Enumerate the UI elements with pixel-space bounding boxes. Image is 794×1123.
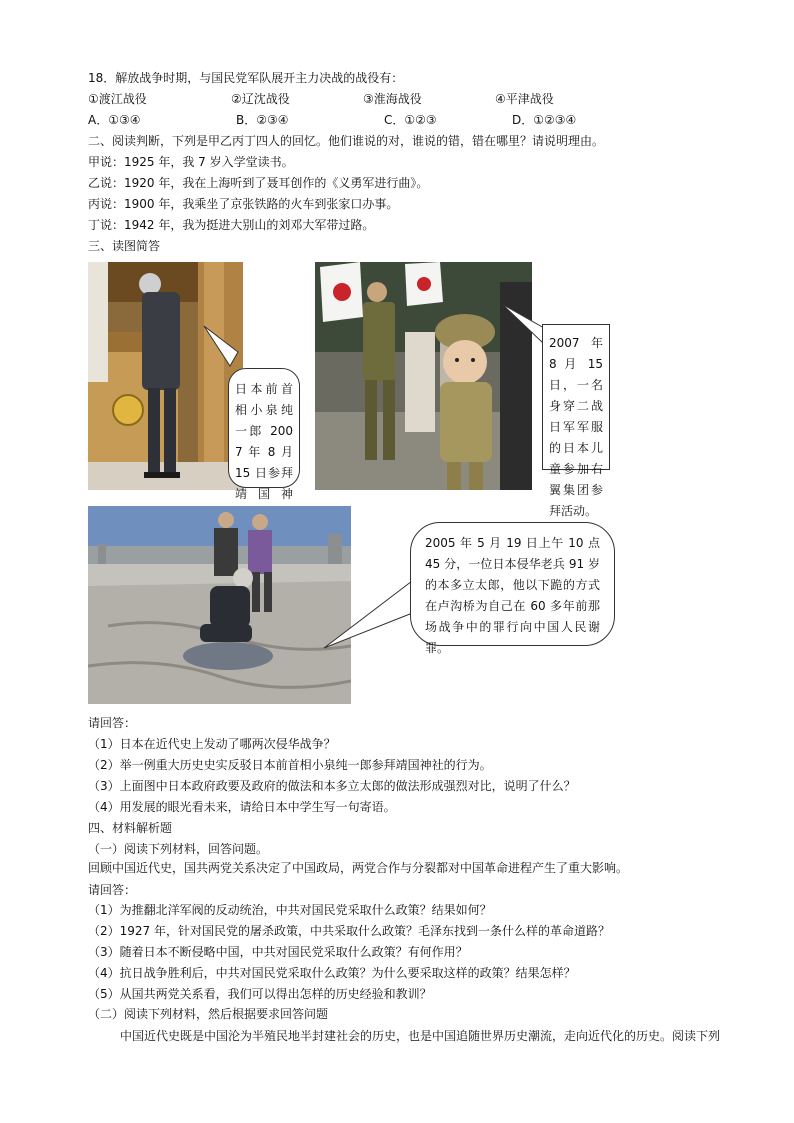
section4-title: 四、材料解析题 — [88, 821, 173, 835]
section4-material1: 回顾中国近代史，国共两党关系决定了中国政局，两党合作与分裂都对中国革命进程产生了重大影响。 — [88, 861, 629, 875]
q18-item-3: ③淮海战役 — [363, 92, 422, 106]
q18-choice-a: A．①③④ — [88, 113, 141, 127]
q18-choice-b: B．②③④ — [236, 113, 289, 127]
section4-material2: 中国近代史既是中国沦为半殖民地半封建社会的历史，也是中国追随世界历史潮流，走向近代化的历史。阅读下列 — [120, 1029, 721, 1043]
section3-question-3: （3）上面图中日本政府政要及政府的做法和本多立太郎的做法形成强烈对比，说明了什么？ — [88, 779, 576, 793]
bubble-koizumi: 日本前首相小泉纯一郎 2007 年 8 月 15 日参拜靖国神 — [228, 368, 300, 488]
photo-child-uniform — [315, 262, 532, 490]
section3-title: 三、读图简答 — [88, 239, 161, 253]
section2-line-4: 丁说：1942 年，我为挺进大别山的刘邓大军带过路。 — [88, 218, 375, 232]
section4-question-2: （2）1927 年，针对国民党的屠杀政策，中共采取什么政策？毛泽东找到一条什么样的革命道路？ — [88, 924, 610, 938]
q18-choice-c: C．①②③ — [384, 113, 437, 127]
section4-question-5: （5）从国共两党关系看，我们可以得出怎样的历史经验和教训？ — [88, 987, 432, 1001]
photo-veteran-apology — [88, 506, 351, 704]
section3-question-2: （2）举一例重大历史史实反驳日本前首相小泉纯一郎参拜靖国神社的行为。 — [88, 758, 492, 772]
section4-question-1: （1）为推翻北洋军阀的反动统治，中共对国民党采取什么政策？结果如何？ — [88, 903, 492, 917]
q18-stem: 18．解放战争时期，与国民党军队展开主力决战的战役有： — [88, 71, 404, 85]
q18-item-1: ①渡江战役 — [88, 92, 147, 106]
section4-question-4: （4）抗日战争胜利后，中共对国民党采取什么政策？为什么要采取这样的政策？结果怎样？ — [88, 966, 576, 980]
child-uniform-image — [315, 262, 532, 490]
q18-choice-d: D．①②③④ — [512, 113, 577, 127]
section3-question-1: （1）日本在近代史上发动了哪两次侵华战争？ — [88, 737, 336, 751]
section2-line-3: 丙说：1900 年，我乘坐了京张铁路的火车到张家口办事。 — [88, 197, 399, 211]
bubble-child: 2007 年 8 月 15 日，一名身穿二战日军军服的日本儿童参加右翼集团参拜活动。 — [542, 324, 610, 470]
section2-title: 二、阅读判断，下列是甲乙丙丁四人的回忆。他们谁说的对，谁说的错，错在哪里？请说明理由。 — [88, 134, 605, 148]
section4-question-3: （3）随着日本不断侵略中国，中共对国民党采取什么政策？有何作用？ — [88, 945, 468, 959]
q18-item-4: ④平津战役 — [495, 92, 554, 106]
veteran-apology-image — [88, 506, 351, 704]
section3-ask: 请回答： — [88, 716, 137, 730]
section3-question-4: （4）用发展的眼光看未来，请给日本中学生写一句寄语。 — [88, 800, 396, 814]
q18-item-2: ②辽沈战役 — [231, 92, 290, 106]
bubble-veteran: 2005 年 5 月 19 日上午 10 点 45 分，一位日本侵华老兵 91 岁的本多立太郎，他以下跪的方式在卢沟桥为自己在 60 多年前那场战争中的罪行向中国人民谢罪。 — [410, 522, 615, 646]
section4-ask: 请回答： — [88, 883, 137, 897]
section2-line-2: 乙说：1920 年，我在上海听到了聂耳创作的《义勇军进行曲》。 — [88, 176, 429, 190]
section4-sub1: （一）阅读下列材料，回答问题。 — [88, 842, 269, 856]
section2-line-1: 甲说：1925 年，我 7 岁入学堂读书。 — [88, 155, 294, 169]
section4-sub2: （二）阅读下列材料，然后根据要求回答问题 — [88, 1007, 329, 1021]
